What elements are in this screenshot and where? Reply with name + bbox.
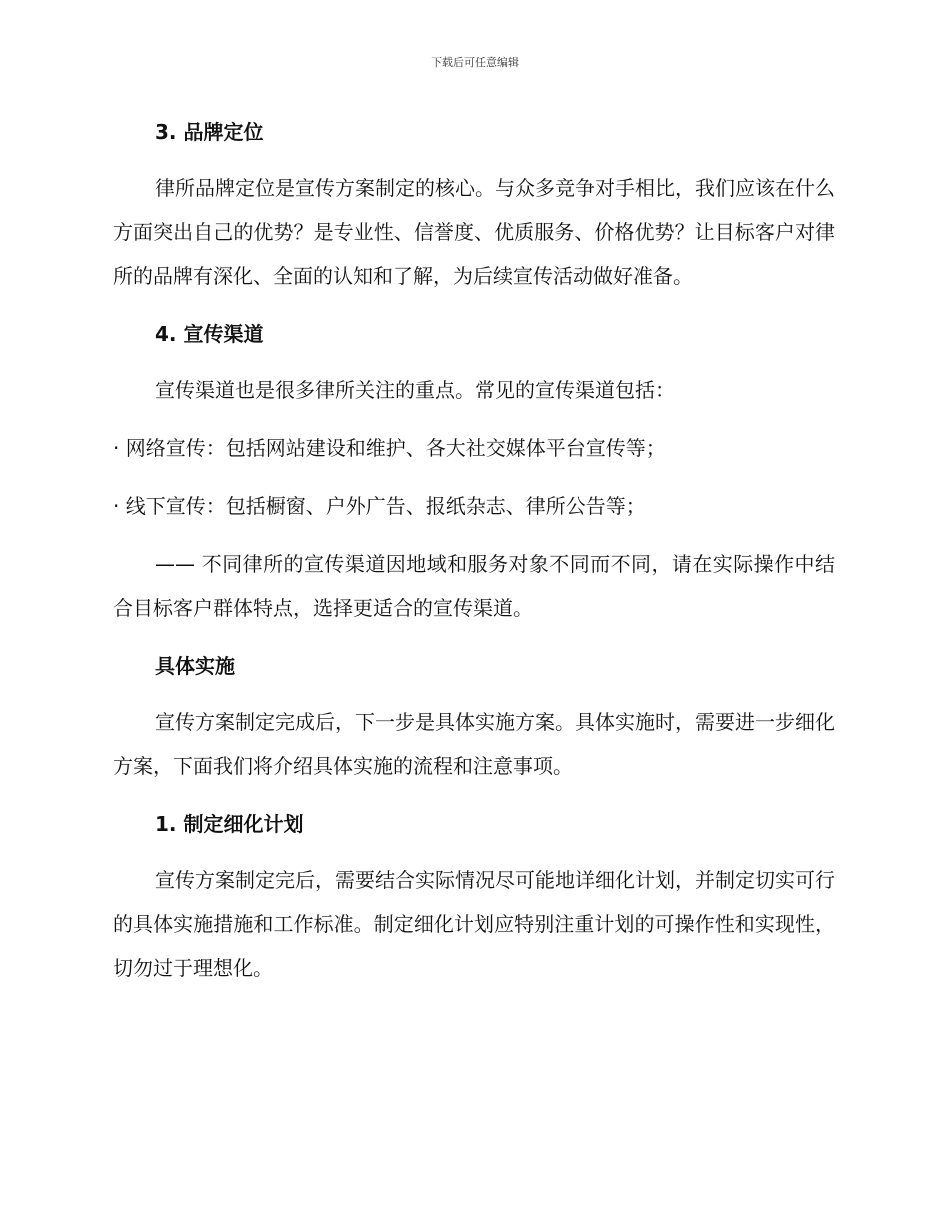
- paragraph-channels-note: —— 不同律所的宣传渠道因地域和服务对象不同而不同，请在实际操作中结合目标客户群体特点，选择更适合的宣传渠道。: [113, 552, 835, 620]
- list-item-offline: · 线下宣传：包括橱窗、户外广告、报纸杂志、律所公告等；: [113, 494, 646, 518]
- section-heading-implementation: 具体实施: [155, 654, 235, 678]
- section-heading-brand: 3. 品牌定位: [155, 120, 264, 144]
- list-item-online: · 网络宣传：包括网站建设和维护、各大社交媒体平台宣传等；: [113, 436, 666, 460]
- paragraph-channels-intro: 宣传渠道也是很多律所关注的重点。常见的宣传渠道包括：: [155, 378, 675, 402]
- document-body: [113, 110, 835, 990]
- section-heading-plan: 1. 制定细化计划: [155, 812, 304, 836]
- section-heading-channels: 4. 宣传渠道: [155, 322, 264, 346]
- paragraph-brand: 律所品牌定位是宣传方案制定的核心。与众多竞争对手相比，我们应该在什么方面突出自己的优势？是专业性、信誉度、优质服务、价格优势？让目标客户对律所的品牌有深化、全面的认知和了解，为后续宣传活动做好准备。: [113, 176, 835, 288]
- header-note: 下载后可任意编辑: [431, 56, 519, 69]
- paragraph-implementation: 宣传方案制定完成后，下一步是具体实施方案。具体实施时，需要进一步细化方案，下面我们将介绍具体实施的流程和注意事项。: [113, 710, 835, 778]
- paragraph-plan: 宣传方案制定完后，需要结合实际情况尽可能地详细化计划，并制定切实可行的具体实施措施和工作标准。制定细化计划应特别注重计划的可操作性和实现性，切勿过于理想化。: [113, 868, 835, 980]
